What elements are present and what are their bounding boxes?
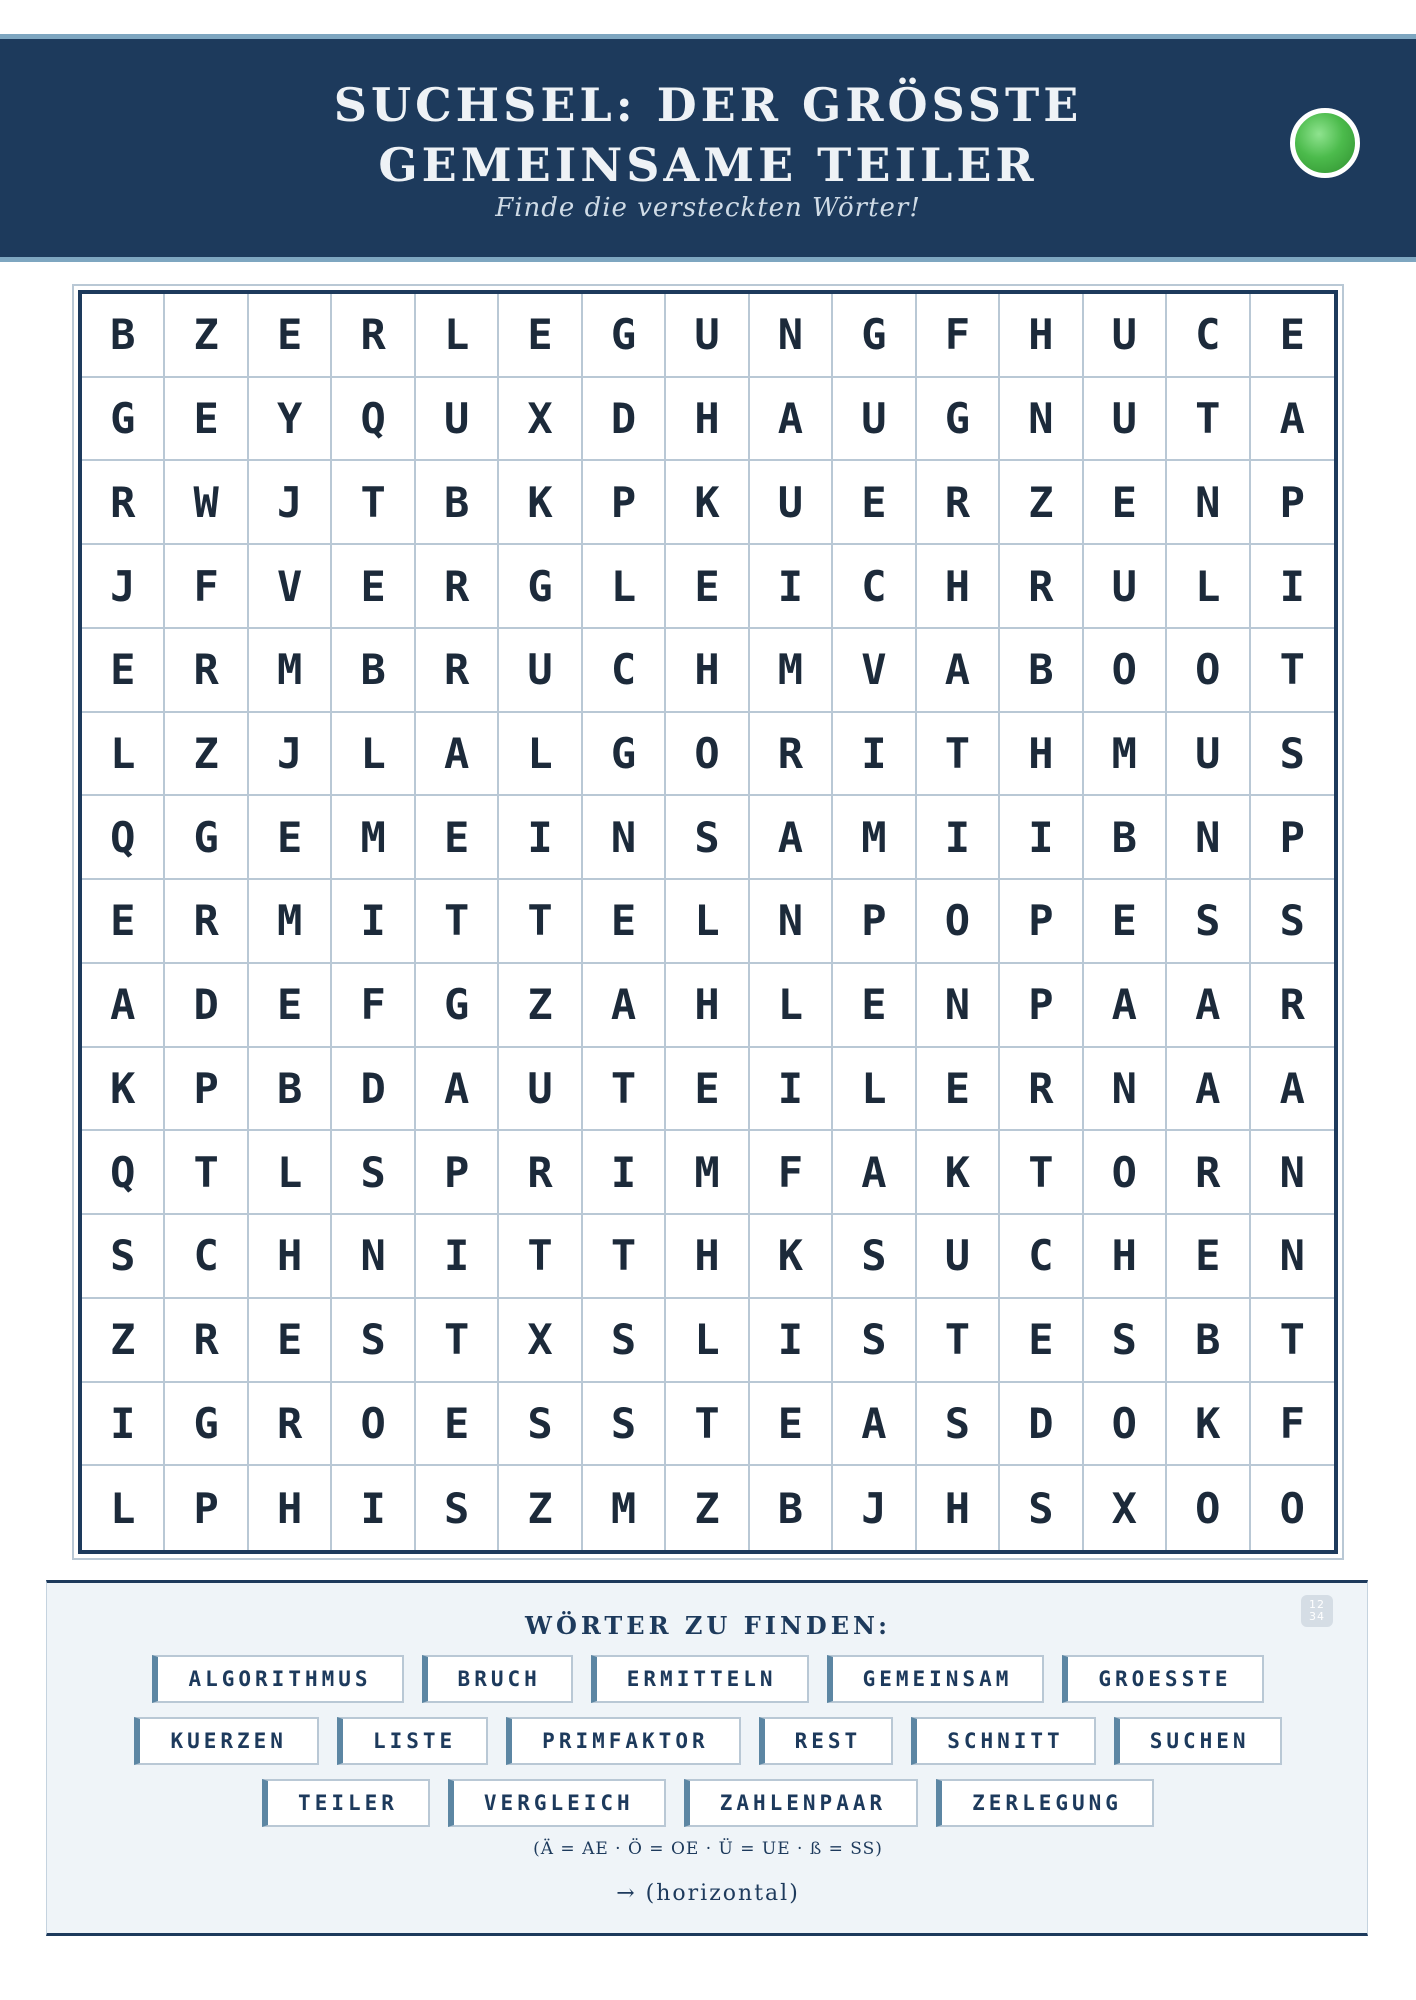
grid-cell[interactable]: N — [1000, 378, 1083, 462]
grid-cell[interactable]: I — [332, 1466, 415, 1550]
grid-cell[interactable]: N — [1167, 461, 1250, 545]
grid-cell[interactable]: E — [583, 880, 666, 964]
grid-cell[interactable]: B — [1167, 1299, 1250, 1383]
grid-cell[interactable]: E — [165, 378, 248, 462]
grid-cell[interactable]: I — [833, 713, 916, 797]
grid-cell[interactable]: V — [833, 629, 916, 713]
word-chip: VERGLEICH — [448, 1779, 666, 1827]
grid-cell[interactable]: E — [249, 294, 332, 378]
grid-cell[interactable]: S — [1251, 713, 1334, 797]
grid-cell[interactable]: U — [917, 1215, 1000, 1299]
word-list-panel — [46, 1580, 1368, 1936]
word-chip: GROESSTE — [1062, 1655, 1263, 1703]
grid-cell[interactable]: S — [666, 796, 749, 880]
grid-cell[interactable]: D — [165, 964, 248, 1048]
grid-cell[interactable]: R — [1000, 545, 1083, 629]
grid-cell[interactable]: S — [332, 1299, 415, 1383]
grid-cell[interactable]: M — [583, 1466, 666, 1550]
grid-cell[interactable]: B — [1000, 629, 1083, 713]
grid-cell[interactable]: A — [416, 1048, 499, 1132]
grid-cell[interactable]: H — [917, 1466, 1000, 1550]
grid-cell[interactable]: M — [332, 796, 415, 880]
grid-cell[interactable]: S — [1167, 880, 1250, 964]
grid-cell[interactable]: M — [1084, 713, 1167, 797]
grid-cell[interactable]: L — [666, 880, 749, 964]
grid-cell[interactable]: T — [416, 880, 499, 964]
word-chip: LISTE — [337, 1717, 488, 1765]
grid-cell[interactable]: E — [666, 545, 749, 629]
grid-cell[interactable]: E — [1167, 1215, 1250, 1299]
grid-cell[interactable]: J — [249, 713, 332, 797]
grid-cell[interactable]: U — [833, 378, 916, 462]
grid-cell[interactable]: S — [833, 1215, 916, 1299]
grid-cell[interactable]: N — [332, 1215, 415, 1299]
grid-cell[interactable]: E — [249, 796, 332, 880]
word-chip: SCHNITT — [911, 1717, 1096, 1765]
grid-cell[interactable]: L — [750, 964, 833, 1048]
grid-cell[interactable]: U — [1084, 378, 1167, 462]
grid-cell[interactable]: A — [1167, 964, 1250, 1048]
grid-cell[interactable]: U — [666, 294, 749, 378]
grid-cell[interactable]: Y — [249, 378, 332, 462]
grid-cell[interactable]: O — [332, 1383, 415, 1467]
word-chip: GEMEINSAM — [827, 1655, 1045, 1703]
grid-cell[interactable]: S — [583, 1299, 666, 1383]
grid-cell[interactable]: O — [1279, 1483, 1305, 1533]
grid-cell[interactable]: U — [1167, 713, 1250, 797]
grid-cell[interactable]: M — [750, 629, 833, 713]
grid-cell[interactable]: T — [499, 880, 582, 964]
grid-cell[interactable]: R — [1167, 1131, 1250, 1215]
grid-cell[interactable]: I — [583, 1131, 666, 1215]
grid-cell[interactable]: R — [416, 629, 499, 713]
grid-cell[interactable]: L — [583, 545, 666, 629]
grid-cell[interactable]: A — [833, 1131, 916, 1215]
grid-cell[interactable]: P — [165, 1466, 248, 1550]
direction-hint: → (horizontal) — [616, 1881, 800, 1906]
grid-cell[interactable]: G — [917, 378, 1000, 462]
grid-cell[interactable]: R — [917, 461, 1000, 545]
grid-cell[interactable]: U — [1084, 545, 1167, 629]
grid-cell[interactable]: G — [583, 294, 666, 378]
grid-cell[interactable]: S — [416, 1466, 499, 1550]
grid-cell[interactable]: P — [833, 880, 916, 964]
grid-cell[interactable]: O — [917, 880, 1000, 964]
grid-cell[interactable]: Q — [82, 796, 165, 880]
grid-cell[interactable]: R — [82, 461, 165, 545]
grid-cell[interactable]: L — [249, 1131, 332, 1215]
grid-cell[interactable]: E — [332, 545, 415, 629]
grid-cell[interactable]: T — [1251, 1299, 1334, 1383]
grid-cell[interactable]: I — [416, 1215, 499, 1299]
grid-cell[interactable]: B — [1084, 796, 1167, 880]
grid-cell[interactable]: N — [1167, 796, 1250, 880]
grid-cell[interactable]: E — [82, 880, 165, 964]
grid-cell[interactable]: O — [1167, 1466, 1250, 1550]
grid-cell[interactable]: F — [1251, 1383, 1334, 1467]
grid-cell[interactable]: Q — [82, 1131, 165, 1215]
grid-cell[interactable]: R — [249, 1383, 332, 1467]
grid-cell[interactable]: U — [499, 1048, 582, 1132]
grid-cell[interactable]: N — [750, 880, 833, 964]
grid-cell[interactable]: V — [249, 545, 332, 629]
grid-cell[interactable]: I — [332, 880, 415, 964]
grid-cell[interactable]: B — [332, 629, 415, 713]
grid-cell[interactable]: S — [917, 1383, 1000, 1467]
grid-cell[interactable]: D — [332, 1048, 415, 1132]
grid-cell[interactable]: L — [833, 1048, 916, 1132]
grid-cell[interactable]: R — [750, 713, 833, 797]
grid-cell[interactable]: I — [750, 1299, 833, 1383]
word-chip: TEILER — [262, 1779, 430, 1827]
grid-cell[interactable]: A — [750, 796, 833, 880]
grid-cell[interactable]: K — [82, 1048, 165, 1132]
grid-cell[interactable]: K — [750, 1215, 833, 1299]
grid-cell[interactable]: J — [82, 545, 165, 629]
grid-cell[interactable]: G — [82, 378, 165, 462]
grid-cell[interactable]: A — [1251, 378, 1334, 462]
grid-cell[interactable]: H — [917, 545, 1000, 629]
grid-cell[interactable]: B — [416, 461, 499, 545]
grid-cell[interactable]: L — [82, 713, 165, 797]
grid-cell[interactable]: S — [1251, 880, 1334, 964]
grid-cell[interactable]: I — [1000, 796, 1083, 880]
grid-cell[interactable]: Z — [165, 713, 248, 797]
grid-cell[interactable]: R — [499, 1131, 582, 1215]
grid-cell[interactable]: L — [666, 1299, 749, 1383]
grid-cell[interactable]: N — [750, 294, 833, 378]
puzzle-grid — [78, 290, 1338, 1554]
grid-cell[interactable]: R — [1000, 1048, 1083, 1132]
grid-cell[interactable]: W — [165, 461, 248, 545]
grid-cell[interactable]: C — [165, 1215, 248, 1299]
grid-cell[interactable]: T — [416, 1299, 499, 1383]
grid-cell[interactable]: R — [332, 294, 415, 378]
grid-cell[interactable]: U — [499, 629, 582, 713]
grid-cell[interactable]: P — [1251, 461, 1334, 545]
grid-cell[interactable]: M — [833, 796, 916, 880]
grid-cell[interactable]: O — [1084, 1131, 1167, 1215]
grid-cell[interactable]: N — [1251, 1215, 1334, 1299]
grid-cell[interactable]: E — [249, 1299, 332, 1383]
word-list-row — [47, 1717, 1369, 1765]
grid-cell[interactable]: E — [82, 629, 165, 713]
grid-cell[interactable]: E — [1251, 294, 1334, 378]
grid-cell[interactable]: I — [917, 796, 1000, 880]
grid-cell[interactable]: U — [1084, 294, 1167, 378]
status-indicator-icon — [1290, 108, 1360, 178]
grid-cell[interactable]: Z — [165, 294, 248, 378]
grid-cell[interactable]: E — [499, 294, 582, 378]
grid-cell[interactable]: S — [583, 1383, 666, 1467]
grid-cell[interactable]: S — [1000, 1466, 1083, 1550]
grid-cell[interactable]: L — [499, 713, 582, 797]
grid-cell[interactable]: S — [82, 1215, 165, 1299]
grid-cell[interactable]: Z — [1000, 461, 1083, 545]
grid-cell[interactable]: E — [1084, 880, 1167, 964]
grid-cell[interactable]: A — [82, 964, 165, 1048]
word-list-row — [47, 1779, 1369, 1827]
grid-cell[interactable]: G — [499, 545, 582, 629]
grid-cell[interactable]: X — [1084, 1466, 1167, 1550]
grid-cell[interactable]: A — [583, 964, 666, 1048]
grid-cell[interactable]: F — [917, 294, 1000, 378]
grid-cell[interactable]: T — [917, 713, 1000, 797]
grid-cell[interactable]: P — [1000, 964, 1083, 1048]
grid-cell[interactable]: H — [666, 378, 749, 462]
grid-cell[interactable]: P — [1251, 796, 1334, 880]
grid-cell[interactable]: Z — [82, 1299, 165, 1383]
word-chip: ERMITTELN — [591, 1655, 809, 1703]
grid-cell[interactable]: S — [499, 1383, 582, 1467]
grid-cell[interactable]: I — [1251, 545, 1334, 629]
grid-cell[interactable]: R — [1251, 964, 1334, 1048]
word-chip: REST — [759, 1717, 894, 1765]
grid-cell[interactable]: T — [917, 1299, 1000, 1383]
grid-cell[interactable]: F — [332, 964, 415, 1048]
page-title: SUCHSEL: DER GRÖSSTE GEMEINSAME TEILER — [333, 78, 1083, 192]
grid-cell[interactable]: U — [416, 378, 499, 462]
grid-cell[interactable]: L — [1167, 545, 1250, 629]
grid-cell[interactable]: C — [833, 545, 916, 629]
grid-cell[interactable]: M — [666, 1131, 749, 1215]
grid-cell[interactable]: H — [249, 1215, 332, 1299]
grid-cell[interactable]: I — [82, 1383, 165, 1467]
grid-cell[interactable]: N — [1084, 1048, 1167, 1132]
grid-cell[interactable]: X — [499, 1299, 582, 1383]
grid-cell[interactable]: K — [666, 461, 749, 545]
grid-cell[interactable]: M — [249, 629, 332, 713]
grid-cell[interactable]: J — [249, 461, 332, 545]
grid-cell[interactable]: B — [750, 1466, 833, 1550]
word-chip: PRIMFAKTOR — [506, 1717, 740, 1765]
grid-cell[interactable]: L — [332, 713, 415, 797]
word-chip: BRUCH — [422, 1655, 573, 1703]
grid-cell[interactable]: E — [750, 1383, 833, 1467]
grid-cell[interactable]: T — [499, 1215, 582, 1299]
grid-cell[interactable]: P — [583, 461, 666, 545]
grid-cell[interactable]: U — [750, 461, 833, 545]
header-banner — [0, 34, 1416, 262]
grid-cell[interactable]: L — [82, 1466, 165, 1550]
grid-cell[interactable]: O — [1084, 1383, 1167, 1467]
grid-cell[interactable]: S — [332, 1131, 415, 1215]
grid-cell[interactable]: C — [1167, 294, 1250, 378]
grid-cell[interactable]: E — [666, 1048, 749, 1132]
grid-cell[interactable]: N — [583, 796, 666, 880]
grid-cell[interactable]: T — [165, 1131, 248, 1215]
grid-cell[interactable]: E — [1000, 1299, 1083, 1383]
grid-cell[interactable]: X — [499, 378, 582, 462]
grid-cell[interactable]: K — [1167, 1383, 1250, 1467]
grid-cell[interactable]: R — [165, 1299, 248, 1383]
grid-cell[interactable]: H — [666, 1215, 749, 1299]
grid-cell[interactable]: A — [917, 629, 1000, 713]
grid-cell[interactable]: Z — [499, 1466, 582, 1550]
word-chip: ZERLEGUNG — [936, 1779, 1154, 1827]
word-list-title: WÖRTER ZU FINDEN: — [525, 1611, 891, 1640]
grid-cell[interactable]: P — [1000, 880, 1083, 964]
grid-cell[interactable]: B — [249, 1048, 332, 1132]
grid-cell[interactable]: T — [583, 1048, 666, 1132]
grid-cell[interactable]: M — [249, 880, 332, 964]
grid-cell[interactable]: G — [165, 1383, 248, 1467]
grid-cell[interactable]: T — [332, 461, 415, 545]
grid-cell[interactable]: O — [666, 713, 749, 797]
grid-cell[interactable]: D — [583, 378, 666, 462]
grid-cell[interactable]: G — [583, 713, 666, 797]
grid-cell[interactable]: E — [416, 1383, 499, 1467]
grid-cell[interactable]: H — [1000, 294, 1083, 378]
grid-cell[interactable]: L — [416, 294, 499, 378]
grid-cell[interactable]: H — [1000, 713, 1083, 797]
grid-cell[interactable]: A — [750, 378, 833, 462]
grid-cell[interactable]: E — [833, 964, 916, 1048]
grid-cell[interactable]: E — [833, 461, 916, 545]
grid-cell[interactable]: A — [1084, 964, 1167, 1048]
numbers-icon: 12 34 — [1301, 1595, 1333, 1627]
grid-cell[interactable]: T — [1167, 378, 1250, 462]
grid-cell[interactable]: P — [165, 1048, 248, 1132]
grid-cell[interactable]: H — [666, 964, 749, 1048]
grid-cell[interactable]: G — [165, 796, 248, 880]
word-chip: ZAHLENPAAR — [684, 1779, 918, 1827]
grid-cell[interactable]: J — [833, 1466, 916, 1550]
grid-cell[interactable]: E — [917, 1048, 1000, 1132]
grid-cell[interactable]: H — [249, 1466, 332, 1550]
grid-cell[interactable]: C — [1000, 1215, 1083, 1299]
word-chip: SUCHEN — [1114, 1717, 1282, 1765]
grid-cell[interactable]: R — [416, 545, 499, 629]
grid-cell[interactable]: K — [499, 461, 582, 545]
grid-cell[interactable]: Q — [332, 378, 415, 462]
grid-cell[interactable]: B — [82, 294, 165, 378]
grid-cell[interactable]: N — [1251, 1131, 1334, 1215]
grid-cell[interactable]: D — [1000, 1383, 1083, 1467]
grid-cell[interactable]: G — [416, 964, 499, 1048]
grid-cell[interactable]: T — [583, 1215, 666, 1299]
grid-cell[interactable]: S — [833, 1299, 916, 1383]
grid-cell[interactable]: Z — [666, 1466, 749, 1550]
word-chip: KUERZEN — [134, 1717, 319, 1765]
grid-cell[interactable]: T — [1000, 1131, 1083, 1215]
umlaut-hint: (Ä = AE · Ö = OE · Ü = UE · ß = SS) — [533, 1839, 883, 1859]
word-chip: ALGORITHMUS — [152, 1655, 403, 1703]
grid-cell[interactable]: N — [917, 964, 1000, 1048]
grid-cell[interactable]: I — [750, 1048, 833, 1132]
grid-cell[interactable]: F — [750, 1131, 833, 1215]
grid-cell[interactable]: T — [666, 1383, 749, 1467]
grid-cell[interactable]: H — [1084, 1215, 1167, 1299]
grid-cell[interactable]: E — [416, 796, 499, 880]
grid-cell[interactable]: A — [1167, 1048, 1250, 1132]
grid-cell[interactable]: A — [833, 1383, 916, 1467]
grid-cell[interactable]: C — [583, 629, 666, 713]
grid-cell[interactable]: I — [499, 796, 582, 880]
grid-cell[interactable]: R — [165, 880, 248, 964]
grid-cell[interactable]: E — [249, 964, 332, 1048]
grid-cell[interactable]: G — [833, 294, 916, 378]
page-subtitle: Finde die versteckten Wörter! — [495, 193, 921, 223]
grid-cell[interactable]: A — [1251, 1048, 1334, 1132]
grid-cell[interactable]: S — [1084, 1299, 1167, 1383]
grid-cell[interactable]: R — [165, 629, 248, 713]
word-list-row — [47, 1655, 1369, 1703]
grid-cell[interactable]: F — [165, 545, 248, 629]
grid-cell[interactable]: A — [416, 713, 499, 797]
grid-cell[interactable]: H — [666, 629, 749, 713]
grid-cell[interactable]: O — [1084, 629, 1167, 713]
grid-cell[interactable]: E — [1084, 461, 1167, 545]
grid-cell[interactable]: Z — [499, 964, 582, 1048]
grid-cell[interactable]: I — [750, 545, 833, 629]
grid-cell[interactable]: P — [416, 1131, 499, 1215]
grid-cell[interactable]: O — [1167, 629, 1250, 713]
grid-cell[interactable]: T — [1251, 629, 1334, 713]
grid-cell[interactable]: K — [917, 1131, 1000, 1215]
